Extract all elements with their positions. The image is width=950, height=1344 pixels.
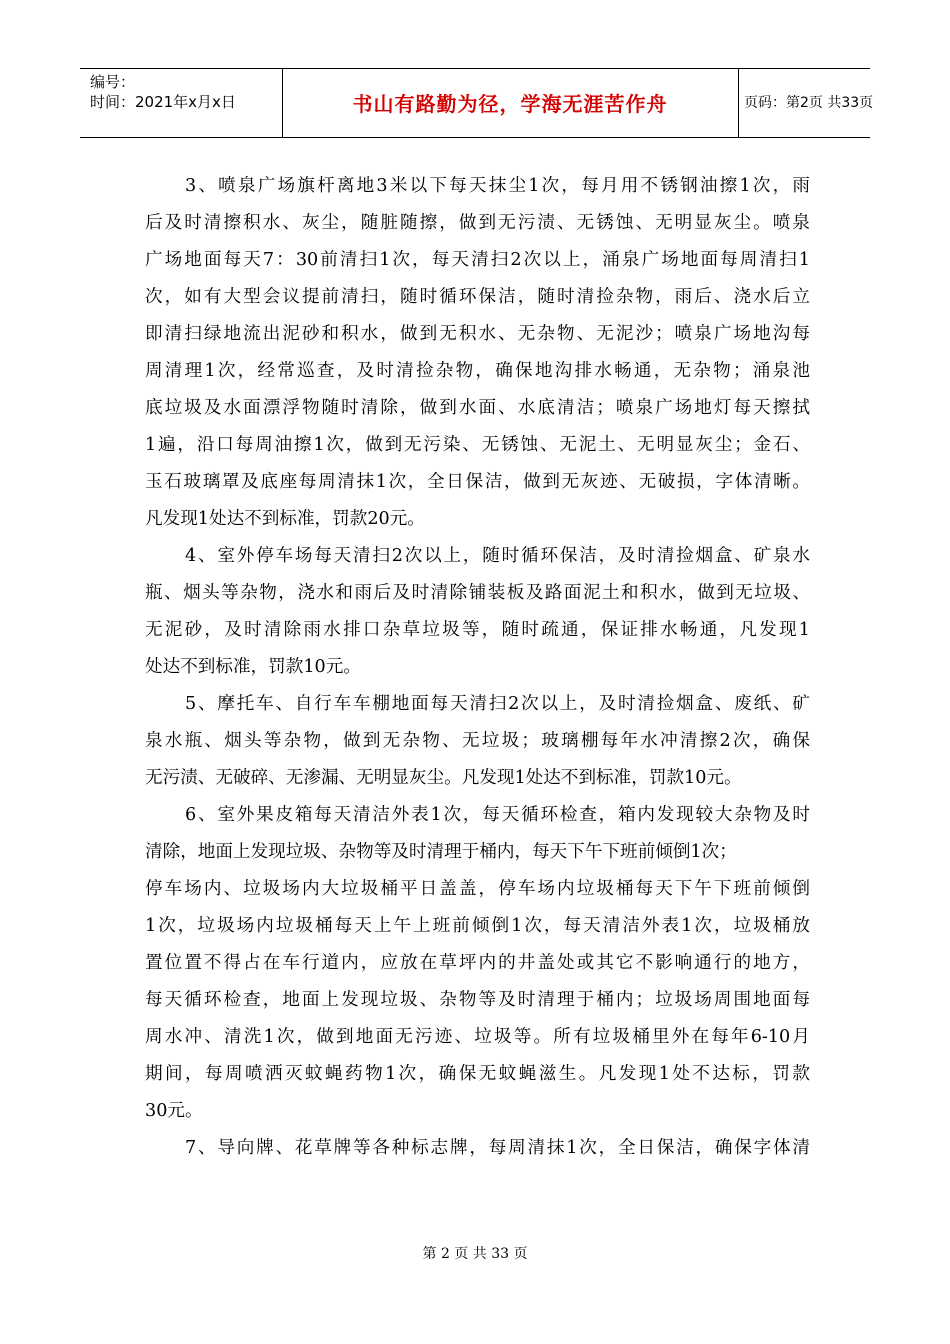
header-slogan: 书山有路勤为径，学海无涯苦作舟 (352, 92, 668, 116)
header-page-info: 页码：第2页 共33页 (744, 95, 874, 111)
body-text-line: 每天循环检查，地面上发现垃圾、杂物等及时清理于桶内；垃圾场周围地面每 (145, 990, 810, 1010)
body-text-line: 广场地面每天7：30前清扫1次，每天清扫2次以上，涌泉广场地面每周清扫1 (145, 250, 810, 270)
body-text-line: 无污渍、无破碎、无渗漏、无明显灰尘。凡发现1处达不到标准，罚款10元。 (145, 768, 742, 788)
header-page-cell (738, 69, 874, 137)
header-meta-cell (80, 69, 283, 137)
body-text-line: 30元。 (145, 1101, 203, 1121)
page-header (80, 68, 874, 138)
body-text-line: 底垃圾及水面漂浮物随时清除，做到水面、水底清洁；喷泉广场地灯每天擦拭 (145, 398, 810, 418)
body-text-line: 1遍，沿口每周油擦1次，做到无污染、无锈蚀、无泥土、无明显灰尘；金石、 (145, 435, 810, 455)
body-text-line: 后及时清擦积水、灰尘，随脏随擦，做到无污渍、无锈蚀、无明显灰尘。喷泉 (145, 213, 810, 233)
body-text-line: 1次，垃圾场内垃圾桶每天上午上班前倾倒1次，每天清洁外表1次，垃圾桶放 (145, 916, 810, 936)
body-text-line: 即清扫绿地流出泥砂和积水，做到无积水、无杂物、无泥沙；喷泉广场地沟每 (145, 324, 810, 344)
body-text-line: 清除，地面上发现垃圾、杂物等及时清理于桶内，每天下午下班前倾倒1次； (145, 842, 737, 862)
body-text-line: 3、喷泉广场旗杆离地3米以下每天抹尘1次，每月用不锈钢油擦1次，雨 (185, 176, 810, 196)
body-text-line: 瓶、烟头等杂物，浇水和雨后及时清除铺装板及路面泥土和积水，做到无垃圾、 (145, 583, 810, 603)
body-text-line: 4、室外停车场每天清扫2次以上，随时循环保洁，及时清捡烟盒、矿泉水 (185, 546, 810, 566)
body-text-line: 停车场内、垃圾场内大垃圾桶平日盖盖，停车场内垃圾桶每天下午下班前倾倒 (145, 879, 810, 899)
body-text-line: 凡发现1处达不到标准，罚款20元。 (145, 509, 425, 529)
body-text-line: 期间，每周喷洒灭蚊蝇药物1次，确保无蚊蝇滋生。凡发现1处不达标，罚款 (145, 1064, 810, 1084)
body-text-line: 次，如有大型会议提前清扫，随时循环保洁，随时清捡杂物，雨后、浇水后立 (145, 287, 810, 307)
body-text-line: 置位置不得占在车行道内，应放在草坪内的井盖处或其它不影响通行的地方， (145, 953, 810, 973)
body-text-line: 7、导向牌、花草牌等各种标志牌，每周清抹1次，全日保洁，确保字体清 (185, 1138, 810, 1158)
body-text-line: 周清理1次，经常巡查，及时清捡杂物，确保地沟排水畅通，无杂物；涌泉池 (145, 361, 810, 381)
body-text-line: 玉石玻璃罩及底座每周清抹1次，全日保洁，做到无灰迹、无破损，字体清晰。 (145, 472, 810, 492)
body-text-line: 无泥砂，及时清除雨水排口杂草垃圾等，随时疏通，保证排水畅通，凡发现1 (145, 620, 810, 640)
header-slogan-cell (282, 69, 739, 137)
body-text-line: 周水冲、清洗1次，做到地面无污迹、垃圾等。所有垃圾桶里外在每年6-10月 (145, 1027, 810, 1047)
page-footer: 第 2 页 共 33 页 (422, 1246, 528, 1262)
document-date-label: 时间：2021年x月x日 (90, 93, 236, 111)
body-text-line: 处达不到标准，罚款10元。 (145, 657, 361, 677)
body-text-line: 6、室外果皮箱每天清洁外表1次，每天循环检查，箱内发现较大杂物及时 (185, 805, 810, 825)
body-text-line: 5、摩托车、自行车车棚地面每天清扫2次以上，及时清捡烟盒、废纸、矿 (185, 694, 810, 714)
document-number-label: 编号： (90, 73, 136, 91)
body-text-line: 泉水瓶、烟头等杂物，做到无杂物、无垃圾；玻璃棚每年水冲清擦2次，确保 (145, 731, 810, 751)
